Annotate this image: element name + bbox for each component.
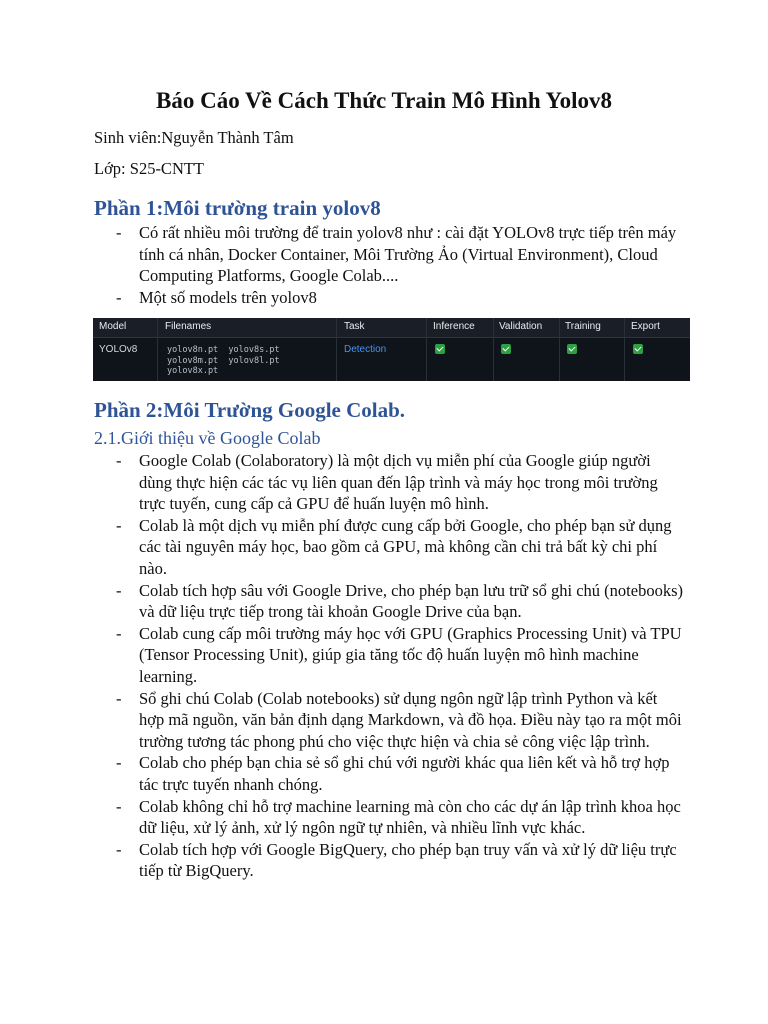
column-divider — [336, 318, 337, 381]
part1-list — [94, 222, 684, 308]
col-header-inference: Inference — [433, 321, 475, 332]
part2-list — [94, 450, 684, 882]
col-header-export: Export — [631, 321, 660, 332]
col-header-task: Task — [344, 321, 365, 332]
document-title: Báo Cáo Về Cách Thức Train Mô Hình Yolov8 — [156, 88, 612, 113]
bullet-dash: - — [116, 223, 122, 242]
list-item-text: Colab là một dịch vụ miễn phí được cung cấp bởi Google, cho phép bạn sử dụng các tài nguyên máy học, bao gồm cả GPU, mà không cần chi trả bất kỳ chi phí nào. — [139, 515, 672, 578]
list-item — [94, 623, 684, 688]
list-item — [94, 580, 684, 623]
list-item — [94, 222, 684, 287]
column-divider — [157, 318, 158, 381]
column-divider — [624, 318, 625, 381]
bullet-dash: - — [116, 839, 122, 859]
column-divider — [559, 318, 560, 381]
list-item — [94, 796, 684, 839]
list-item-text: Một số models trên yolov8 — [139, 287, 317, 307]
check-icon — [435, 344, 445, 354]
column-divider — [493, 318, 494, 381]
part2-subheading: 2.1.Giới thiệu về Google Colab — [94, 428, 321, 448]
class-name: Lớp: S25-CNTT — [94, 159, 205, 178]
list-item-text: Colab cho phép bạn chia sẻ sổ ghi chú với người khác qua liên kết và hỗ trợ hợp tác trực tuyến nhanh chóng. — [139, 753, 670, 794]
bullet-dash: - — [116, 451, 122, 470]
check-icon — [633, 344, 643, 354]
part2-heading: Phần 2:Môi Trường Google Colab. — [94, 398, 406, 422]
bullet-dash: - — [116, 796, 122, 816]
filename-line: yolov8n.pt yolov8s.pt — [167, 345, 280, 355]
list-item — [94, 688, 684, 753]
bullet-dash: - — [116, 753, 122, 773]
col-header-validation: Validation — [499, 321, 543, 332]
cell-filenames — [167, 345, 280, 377]
col-header-filenames: Filenames — [165, 321, 212, 332]
list-item-text: Colab không chỉ hỗ trợ machine learning mà còn cho các dự án lập trình khoa học dữ liệu, xử lý ảnh, xử lý ngôn ngữ tự nhiên, và nhiều lĩnh vực khác. — [139, 796, 681, 838]
check-icon — [501, 344, 511, 354]
bullet-dash: - — [116, 515, 122, 535]
cell-model: YOLOv8 — [99, 344, 138, 355]
filename-line: yolov8m.pt yolov8l.pt — [167, 355, 280, 366]
models-table — [93, 318, 690, 381]
check-icon — [567, 344, 577, 354]
list-item-text: Colab tích hợp sâu với Google Drive, cho phép bạn lưu trữ sổ ghi chú (notebooks) và dữ liệu trực tiếp trong tài khoản Google Drive của bạn. — [139, 580, 683, 622]
bullet-dash: - — [116, 623, 122, 643]
bullet-dash: - — [116, 688, 122, 708]
list-item — [94, 839, 684, 882]
list-item — [94, 287, 684, 309]
list-item-text: Colab cung cấp môi trường máy học với GPU (Graphics Processing Unit) và TPU (Tensor Processing Unit), giúp gia tăng tốc độ huấn luyện mô hình machine learning. — [139, 623, 682, 686]
col-header-training: Training — [565, 321, 601, 332]
list-item — [94, 515, 684, 580]
list-item-text: Google Colab (Colaboratory) là một dịch vụ miễn phí của Google giúp người dùng thực hiện các tác vụ liên quan đến lập trình và máy học trong môi trường trực tuyến, cung cấp cả GPU để huấn luyện mô hình. — [139, 451, 658, 514]
list-item-text: Có rất nhiều môi trường để train yolov8 như : cài đặt YOLOv8 trực tiếp trên máy tính cá nhân, Docker Container, Môi Trường Ảo (Virtual Environment), Cloud Computing Platforms, Google Colab.... — [139, 223, 677, 286]
filename-line: yolov8x.pt — [167, 366, 219, 376]
list-item-text: Colab tích hợp với Google BigQuery, cho phép bạn truy vấn và xử lý dữ liệu trực tiếp từ BigQuery. — [139, 839, 677, 881]
bullet-dash: - — [116, 580, 122, 600]
list-item-text: Sổ ghi chú Colab (Colab notebooks) sử dụng ngôn ngữ lập trình Python và kết hợp mã nguồn, văn bản định dạng Markdown, và đồ họa. Điều này tạo ra một môi trường tương tác phong phú cho việc thực hiện và chia sẻ công việc lập trình. — [139, 688, 682, 751]
list-item — [94, 450, 684, 515]
column-divider — [426, 318, 427, 381]
col-header-model: Model — [99, 321, 127, 332]
part1-heading: Phần 1:Môi trường train yolov8 — [94, 196, 381, 220]
bullet-dash: - — [116, 287, 122, 307]
student-name: Sinh viên:Nguyễn Thành Tâm — [94, 128, 294, 147]
list-item — [94, 752, 684, 795]
cell-task-link[interactable]: Detection — [344, 344, 387, 355]
